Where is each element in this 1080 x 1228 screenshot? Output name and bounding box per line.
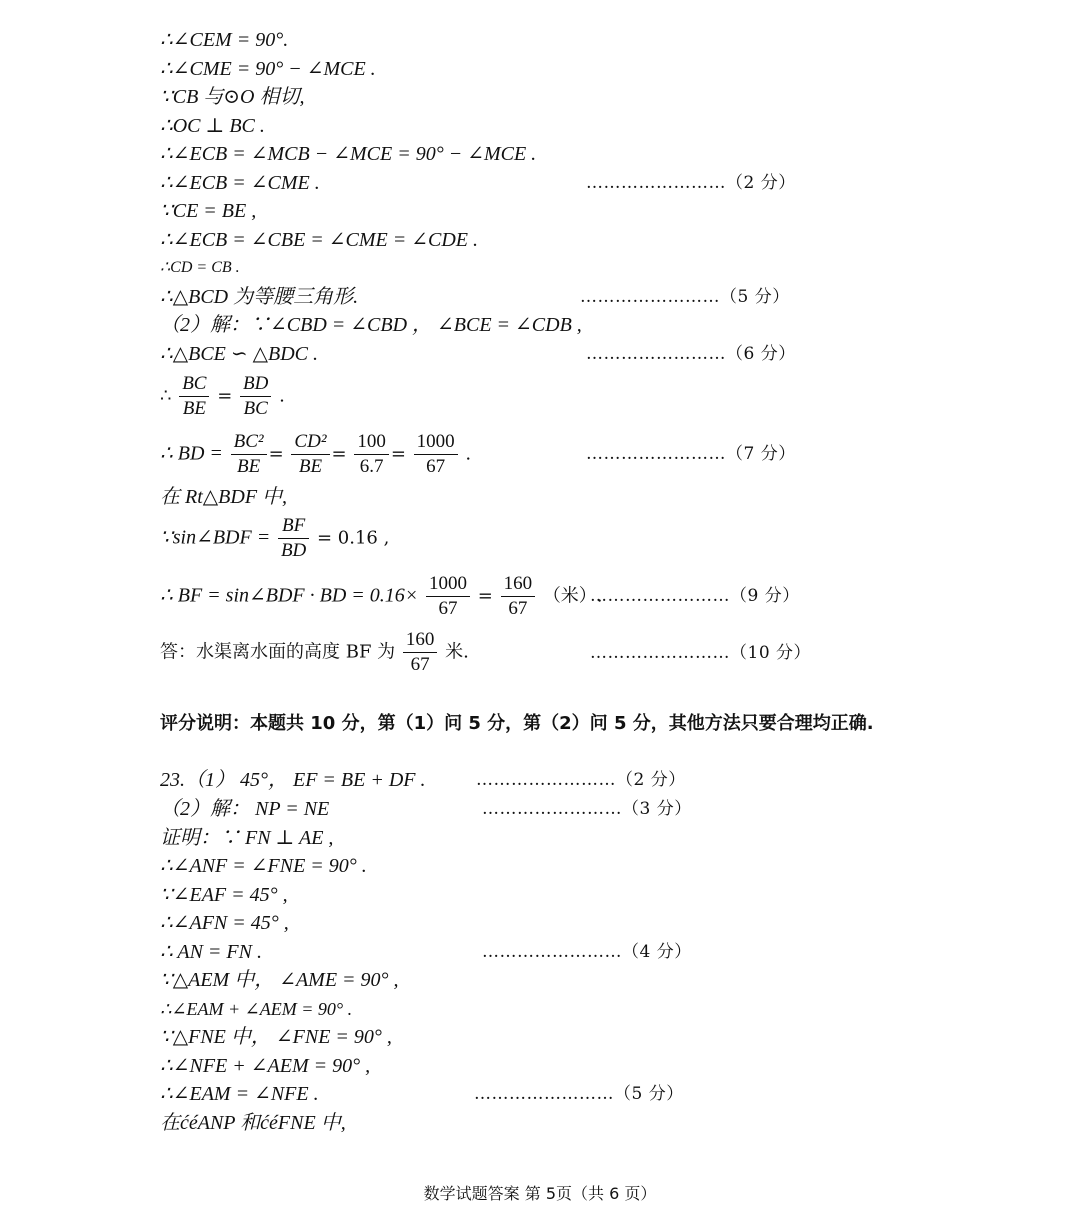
proof-line: ∵CE = BE ,	[160, 200, 257, 222]
period: .	[279, 385, 285, 407]
bf-prefix: ∴ BF = sin∠BDF · BD = 0.16×	[160, 584, 419, 607]
sin-prefix: ∵sin∠BDF =	[160, 526, 271, 549]
score-mark: ……………………（2 分）	[476, 770, 686, 790]
equals: =	[477, 585, 493, 607]
score-mark: ……………………（10 分）	[590, 643, 812, 663]
proof-line: ∴∠ECB = ∠MCB − ∠MCE = 90° − ∠MCE .	[160, 143, 537, 165]
fraction	[240, 372, 271, 421]
fraction	[231, 430, 267, 479]
ratio-line	[160, 372, 285, 421]
answer-suffix: 米.	[445, 641, 469, 663]
score-mark: ……………………（5 分）	[474, 1084, 684, 1104]
fraction	[426, 572, 470, 621]
score-mark: ……………………（6 分）	[586, 344, 796, 364]
proof-line: ∴OC ⊥ BC .	[160, 115, 265, 137]
denominator: BE	[182, 398, 206, 419]
score-mark: ……………………（3 分）	[482, 799, 692, 819]
proof-line: ∴∠CEM = 90°.	[160, 29, 289, 51]
unit: （米）.	[542, 585, 603, 607]
bd-prefix: ∴ BD =	[160, 442, 223, 465]
fraction	[501, 572, 536, 621]
therefore-symbol: ∴	[160, 385, 172, 407]
fraction	[278, 514, 309, 563]
score-mark: ……………………（5 分）	[580, 287, 790, 307]
proof-line: ∵△FNE 中， ∠FNE = 90° ,	[160, 1026, 392, 1048]
denominator: BE	[237, 456, 261, 477]
proof-line: ∴∠EAM = ∠NFE .	[160, 1083, 319, 1105]
proof-line: （2）解： NP = NE	[160, 798, 330, 820]
denominator: 67	[426, 456, 446, 477]
numerator: BC²	[231, 430, 267, 455]
answer-prefix: 答：水渠离水面的高度 BF 为	[160, 641, 396, 663]
sin-line	[160, 514, 389, 563]
bd-line: ∴ BD = $\frac{\text{BC²}}{BE}$ = $\frac{\text{CD²}}{BE}$ = $\frac{100}{6.7}$ = $\frac{1000}{67}$ .	[160, 431, 472, 477]
proof-line: （2）解：∵∠CBD = ∠CBD ， ∠BCE = ∠CDB ,	[160, 314, 582, 336]
denominator: BE	[298, 456, 323, 477]
sin-suffix: = 0.16 ,	[317, 527, 390, 549]
proof-line: ∴∠ANF = ∠FNE = 90° .	[160, 855, 367, 877]
proof-line: ∴△BCE ∽ △BDC .	[160, 343, 319, 365]
proof-line: 在ćéANP 和ćéFNE 中,	[160, 1112, 346, 1134]
answer-line	[160, 628, 469, 677]
numerator: 160	[403, 628, 438, 653]
proof-line: ∵∠EAF = 45° ,	[160, 884, 288, 906]
numerator: BC	[179, 372, 209, 397]
fraction	[414, 430, 458, 479]
score-mark: ……………………（7 分）	[586, 444, 796, 464]
score-mark: ……………………（9 分）	[590, 586, 800, 606]
proof-line: ∴∠CME = 90° − ∠MCE .	[160, 58, 376, 80]
proof-line: ∵△AEM 中， ∠AME = 90° ,	[160, 969, 399, 991]
scoring-note: 评分说明：本题共 10 分，第（1）问 5 分，第（2）问 5 分，其他方法只要合理均正确.	[160, 713, 874, 734]
numerator: 100	[354, 430, 389, 455]
equals: =	[217, 385, 233, 407]
proof-line: 证明：∵ FN ⊥ AE ,	[160, 827, 334, 849]
denominator: BD	[280, 540, 307, 561]
fraction	[179, 372, 209, 421]
numerator: 160	[501, 572, 536, 597]
proof-line: ∴△BCD 为等腰三角形.	[160, 286, 359, 308]
numerator: BF	[278, 514, 309, 539]
numerator: 1000	[414, 430, 458, 455]
denominator: BC	[243, 398, 268, 419]
proof-line: ∴CD = CB .	[160, 259, 240, 276]
bf-line	[160, 572, 603, 621]
proof-line: ∴∠EAM + ∠AEM = 90° .	[160, 999, 353, 1019]
proof-line: ∴∠AFN = 45° ,	[160, 912, 289, 934]
denominator: 67	[410, 654, 430, 675]
score-mark: ……………………（2 分）	[586, 173, 796, 193]
fraction	[403, 628, 438, 677]
numerator: 1000	[426, 572, 470, 597]
proof-line: 23.（1） 45°， EF = BE + DF .	[160, 769, 426, 791]
proof-line: 在 Rt△BDF 中,	[160, 486, 288, 508]
period: .	[465, 443, 472, 465]
score-mark: ……………………（4 分）	[482, 942, 692, 962]
denominator: 67	[508, 598, 528, 619]
proof-line: ∴∠NFE + ∠AEM = 90° ,	[160, 1055, 371, 1077]
fraction	[291, 430, 329, 479]
fraction	[354, 430, 389, 479]
proof-line: ∴ AN = FN .	[160, 941, 262, 963]
numerator: CD²	[291, 430, 329, 455]
proof-line: ∴∠ECB = ∠CME .	[160, 172, 320, 194]
denominator: 67	[438, 598, 458, 619]
numerator: BD	[240, 372, 271, 397]
page-footer: 数学试题答案 第 5页（共 6 页）	[423, 1184, 657, 1203]
denominator: 6.7	[359, 456, 384, 477]
proof-line: ∴∠ECB = ∠CBE = ∠CME = ∠CDE .	[160, 229, 479, 251]
proof-line: ∵CB 与⊙O 相切,	[160, 86, 305, 108]
